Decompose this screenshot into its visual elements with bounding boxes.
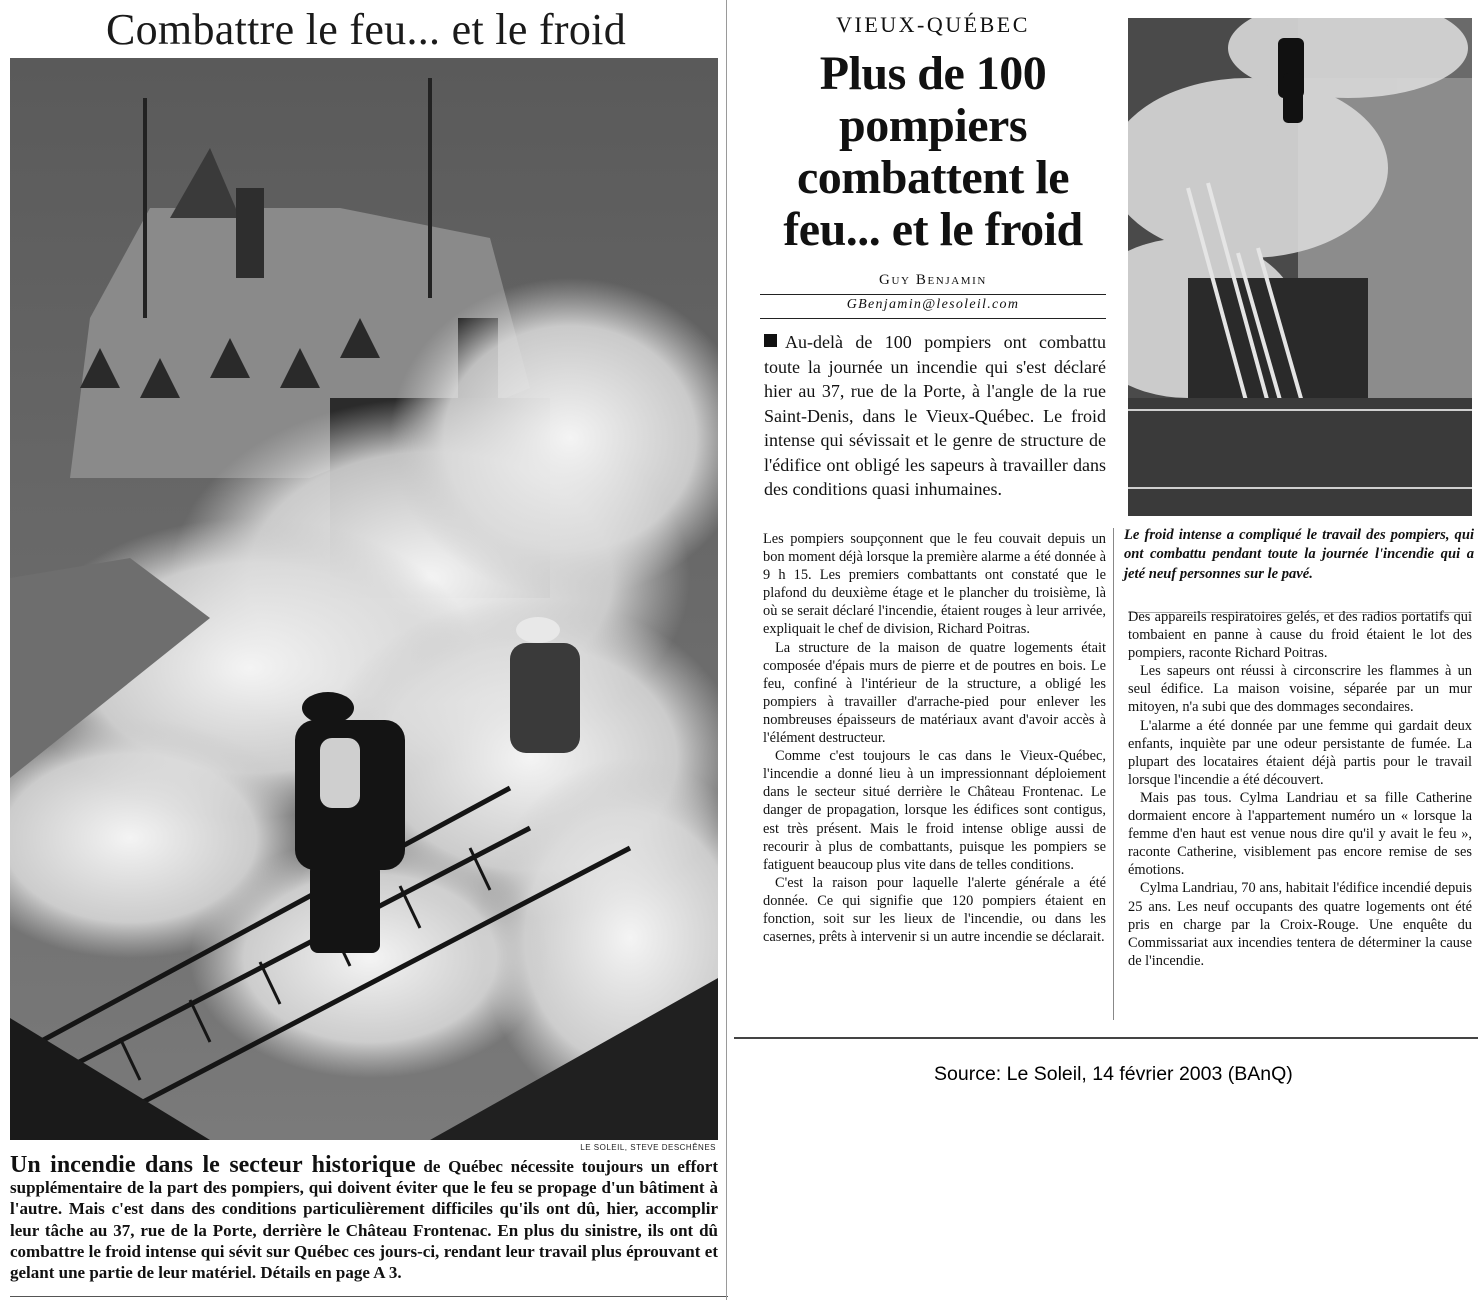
paragraph: Comme c'est toujours le cas dans le Vieux-Québec, l'incendie a donné lieu à un impressionnant déploiement dans le secteur situé derrière le Château Frontenac. Le danger de propagation, lorsque les édifices sont contigus, est très présent. Mais le froid intense oblige aussi de recourir à plus de combattants, puisque les pompiers se fatiguent beaucoup plus vite dans de telles conditions. [763, 748, 1106, 873]
article-column-2 [1128, 608, 1472, 970]
photo-credit: LE SOLEIL, STEVE DESCHÊNES [580, 1143, 716, 1152]
left-headline: Combattre le feu... et le froid [105, 5, 626, 54]
square-bullet-icon [764, 334, 777, 347]
cutline-body: de Québec nécessite toujours un effort supplémentaire de la part des pompiers, qui doivent éviter que le feu se propage d'un bâtiment à l'autre. Mais c'est dans des conditions particulièrement difficiles qu'ils ont dû, hier, accomplir leur tâche au 37, rue de la Porte, derrière le Château Frontenac. En plus du sinistre, ils ont dû combattre le froid intense qui sévit sur Québec ces jours-ci, rendant leur travail plus éprouvant et gelant une partie de leur matériel. Détails en page A 3. [10, 1157, 718, 1283]
paragraph: L'alarme a été donnée par une femme qui gardait deux enfants, inquiète par une odeur persistante de fumée. La plupart des locataires étaient déjà partis pour le travail lorsque l'incendie a été découvert. [1128, 717, 1472, 788]
page-gutter-rule [726, 0, 727, 1300]
main-fire-photo [10, 58, 718, 1140]
paragraph: La structure de la maison de quatre logements était composée d'épais murs de pierre et de poutres en bois. Le feu, confiné à l'intérieur de la structure, a obligé les pompiers à travailler d'arrache-pied pour enlever les nombreuses épaisseurs de matériaux avant d'avoir accès à l'élément destructeur. [763, 639, 1106, 747]
photo-cutline [10, 1152, 718, 1283]
left-bottom-rule [10, 1296, 728, 1297]
paragraph: Les sapeurs ont réussi à circonscrire les flammes à un seul édifice. La maison voisine, séparée par un mur mitoyen, n'a subi que des dommages secondaires. [1128, 663, 1472, 716]
paragraph: Les pompiers soupçonnent que le feu couvait depuis un bon moment déjà lorsque la première alarme a été donnée à 9 h 15. Les premiers combattants ont constaté que le plafond du deuxième étage et le plancher du troisième, là où se serait déclaré l'incendie, étaient rouges à leur arrivée, expliquait le chef de division, Richard Poitras. [763, 531, 1106, 638]
column-rule [1113, 528, 1114, 1020]
building-fire-photo [1128, 18, 1472, 516]
byline-rule [760, 294, 1106, 295]
paragraph: Mais pas tous. Cylma Landriau et sa fille Catherine dormaient encore à l'appartement numéro un « lorsque la femme d'en haut est venue nous dire qu'il y avait le feu », raconte Catherine, visiblement pas encore remise de ses émotions. [1128, 789, 1472, 879]
intro-text: Au-delà de 100 pompiers ont combattu toute la journée un incendie qui s'est déclaré hier au 37, rue de la Porte, à l'angle de la rue Saint-Denis, dans le Vieux-Québec. Le froid intense qui sévissait et le genre de structure de l'édifice ont obligé les sapeurs à travailler dans des conditions quasi inhumaines. [764, 332, 1106, 499]
cutline-lead: Un incendie dans le secteur historique [10, 1152, 416, 1178]
article-column-1 [763, 530, 1106, 946]
source-note: Source: Le Soleil, 14 février 2003 (BAnQ) [934, 1063, 1293, 1085]
photo-caption: Le froid intense a compliqué le travail des pompiers, qui ont combattu pendant toute la journée l'incendie qui a jeté neuf personnes sur le pavé. [1124, 527, 1474, 582]
article-bottom-rule [734, 1037, 1478, 1039]
paragraph: Cylma Landriau, 70 ans, habitait l'édifice incendié depuis 25 ans. Les neuf occupants des quatre logements ont été pris en charge par la Croix-Rouge. Une enquête du Commissariat aux incendies tentera de déterminer la cause de l'incendie. [1128, 880, 1472, 969]
byline-rule [760, 318, 1106, 319]
byline: Guy Benjamin [879, 272, 987, 288]
author-email: GBenjamin@lesoleil.com [846, 297, 1020, 312]
article-kicker: VIEUX-QUÉBEC [836, 12, 1030, 37]
paragraph: C'est la raison pour laquelle l'alerte générale a été donnée. Ce qui signifie que 120 pompiers étaient en fonction, soit sur les lieux de l'incendie, ou dans les casernes, prêts à intervenir si un autre incendie se déclarait. [763, 874, 1106, 946]
article-headline: Plus de 100 pompiers combattent le feu... et le froid [783, 47, 1083, 256]
article-intro [764, 330, 1106, 502]
paragraph: Des appareils respiratoires gelés, et des radios portatifs qui tombaient en panne à cause du froid étaient le lot des pompiers, raconte Richard Poitras. [1128, 609, 1472, 662]
